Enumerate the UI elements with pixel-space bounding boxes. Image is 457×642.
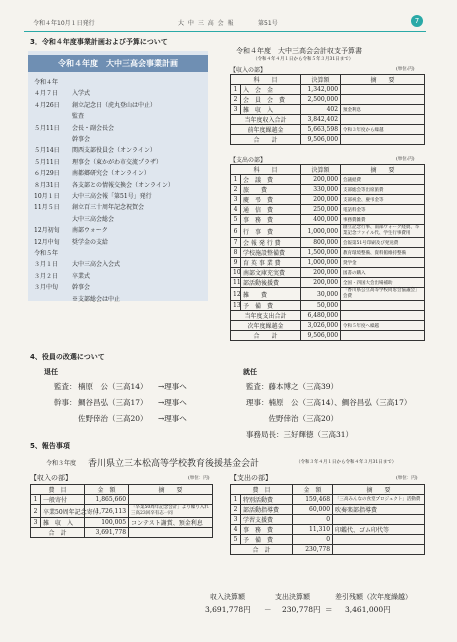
row-note: 令和３年度から繰越 (341, 125, 425, 135)
row-label: 雑 費 (241, 288, 301, 301)
row-amount: 1,865,660 (85, 495, 129, 505)
row-amount: 1,726,113 (85, 505, 129, 518)
row-label: 部活動指導費 (241, 505, 293, 515)
row-amount: 1,000,000 (301, 225, 341, 238)
retired-name: 楠原 公（三高14） (78, 382, 148, 391)
row-note: 会議経費 (341, 175, 425, 185)
column-header: 金 額 (293, 485, 333, 495)
budget-income-label: 【収入の部】 (230, 67, 267, 74)
new-officer: 佐野倖治（三高20） (246, 414, 339, 423)
row-number: 2 (231, 95, 241, 105)
section4-title: 4、役員の改選について (30, 353, 105, 361)
budget-title: 令和４年度 大中三高会会計収支予算書 (236, 47, 362, 55)
table-row (231, 95, 425, 105)
row-note (341, 301, 425, 311)
row-amount: 2,500,000 (301, 95, 341, 105)
row-label: 学校施設整備費 (241, 248, 301, 258)
retired-name: 佐野倖治（三高20） (78, 414, 148, 423)
row-amount: 402 (301, 105, 341, 115)
row-label: 雑 収 入 (241, 105, 301, 115)
row-amount: 0 (293, 535, 333, 545)
plan-row (34, 88, 90, 97)
plan-event: 卒業式 (72, 272, 91, 280)
issue-number: 第51号 (258, 20, 278, 27)
table-row (31, 528, 213, 538)
table-row (231, 248, 425, 258)
plan-row (34, 145, 156, 154)
row-note: 支部祝金、慶弔金等 (341, 195, 425, 205)
plan-date: ３月１日 (34, 261, 59, 269)
plan-event: 会長・副会長会 (72, 124, 115, 132)
row-note: コンテスト謝賞、預金利息 (129, 518, 213, 528)
plan-event: 入学式 (72, 90, 91, 98)
plan-row (34, 225, 108, 234)
row-label: 前年度繰越金 (231, 125, 301, 135)
plan-event: 大中三高会入会式 (72, 261, 121, 269)
row-label: 育 英 事 業 費 (241, 258, 301, 268)
report-income-table (30, 484, 213, 538)
column-header: 摘 要 (129, 485, 213, 495)
table-row (231, 175, 425, 185)
row-note: 全国・四国大会出場補助 (341, 278, 425, 288)
retired-destination: →理事へ (158, 382, 187, 391)
plan-row (34, 77, 72, 86)
report-expense-unit: (単位：円) (396, 476, 418, 481)
row-number: 6 (231, 225, 241, 238)
row-amount: 3,026,000 (301, 321, 341, 331)
row-amount: 100,005 (85, 518, 129, 528)
plan-row (34, 123, 114, 132)
plan-date: ８月31日 (34, 181, 60, 189)
table-row (231, 215, 425, 225)
section3-title: 3．令和４年度事業計画および予算について (30, 38, 168, 46)
retired-heading: 退任 (44, 368, 58, 376)
row-note: 創立記念行事、南部ウォーク経費、卒業記念ファイル代、学生行事費用 (341, 225, 425, 238)
table-row (231, 321, 425, 331)
plan-row (34, 100, 156, 109)
plan-event: 奨学金の支給 (72, 238, 109, 246)
row-note: 教育環境整備、資料館維持整備 (341, 248, 425, 258)
row-number: 12 (231, 288, 241, 301)
row-label: 行 事 費 (241, 225, 301, 238)
row-note (129, 495, 213, 505)
row-amount: 1,342,000 (301, 85, 341, 95)
row-note: 奨学金 (341, 258, 425, 268)
report-income-unit: (単位：円) (188, 476, 210, 481)
row-number: 7 (231, 238, 241, 248)
row-note (341, 135, 425, 145)
row-note (341, 95, 425, 105)
row-label: 南部文庫充実費 (241, 268, 301, 278)
plan-row (34, 202, 144, 211)
row-amount: 200,000 (301, 195, 341, 205)
plan-date: ３月中旬 (34, 284, 59, 292)
column-header: 科 目 (231, 75, 301, 85)
report-expense-label: 【支出の部】 (230, 474, 272, 482)
plan-event: 大中三高会報「第51号」発行 (72, 193, 152, 200)
row-number: 10 (231, 268, 241, 278)
retired-name: 鯛谷昌弘（三高17） (78, 398, 148, 407)
table-row (231, 311, 425, 321)
row-label: 特別活動費 (241, 495, 293, 505)
row-note (341, 311, 425, 321)
report-year: 令和３年度 (46, 460, 77, 467)
plan-event: ※支部総会は中止 (72, 295, 121, 303)
row-label: 部活動後援費 (241, 278, 301, 288)
page-number-badge: 7 (411, 15, 423, 27)
table-row (231, 505, 425, 515)
row-note: 印鑑代、ゴム印代等 (333, 525, 425, 535)
row-amount: 5,663,598 (301, 125, 341, 135)
row-label: 会 議 費 (241, 175, 301, 185)
summary-expense: 230,778円 (282, 605, 321, 614)
table-row (231, 258, 425, 268)
table-row (231, 135, 425, 145)
row-amount: 1,500,000 (301, 248, 341, 258)
row-label: 合 計 (31, 528, 85, 538)
retired-destination: →理事へ (158, 414, 187, 423)
table-row (231, 105, 425, 115)
row-note: 預金利息 (341, 105, 425, 115)
row-amount: 400,000 (301, 215, 341, 225)
row-note (129, 528, 213, 538)
row-label: 当年度支出合計 (231, 311, 301, 321)
new-officer: 監査：藤本博之（三高39） (246, 382, 339, 391)
row-number: 2 (231, 185, 241, 195)
table-row (231, 288, 425, 301)
row-note: 「卒業50周年記念会計」より繰り入れ 三高23回卒有志一同 (129, 505, 213, 518)
retired-role: 監査： (54, 382, 77, 391)
summary-label-expense: 支出決算額 (275, 593, 310, 601)
plan-event: 幹事会 (72, 284, 91, 292)
plan-event: 創立記念日（虎丸登山は中止） (72, 101, 157, 109)
plan-row (34, 237, 108, 246)
table-row (231, 331, 425, 341)
row-label: 一般寄付 (41, 495, 85, 505)
table-row (231, 115, 425, 125)
row-amount: 9,506,000 (301, 135, 341, 145)
plan-date: ６月29日 (34, 170, 60, 178)
row-label: 事 務 費 (241, 525, 293, 535)
summary-minus: － (264, 605, 272, 614)
row-amount: 11,310 (293, 525, 333, 535)
row-note (341, 115, 425, 125)
new-officer: 事務局長：三好輝徳（三高31） (246, 430, 354, 439)
row-note (333, 535, 425, 545)
column-header: 摘 要 (333, 485, 425, 495)
row-label: 予 備 費 (241, 301, 301, 311)
column-header: 費 目 (231, 485, 293, 495)
summary-income: 3,691,778円 (205, 605, 251, 614)
row-number: 8 (231, 248, 241, 258)
row-number: 1 (231, 495, 241, 505)
column-header: 金 額 (85, 485, 129, 495)
table-row (231, 545, 425, 555)
table-row (231, 195, 425, 205)
plan-event: 南都郷研究会（オンライン） (72, 170, 150, 178)
row-label: 当年度収入合計 (231, 115, 301, 125)
row-label: 慶 弔 費 (241, 195, 301, 205)
plan-row (34, 282, 90, 291)
row-amount: 0 (293, 515, 333, 525)
row-amount: 200,000 (301, 278, 341, 288)
row-number: 2 (231, 505, 241, 515)
row-label: 会 報 発 行 費 (241, 238, 301, 248)
report-org: 香川県立三本松高等学校教育後援基金会計 (88, 459, 260, 469)
table-row (231, 185, 425, 195)
column-header: 決算額 (301, 75, 341, 85)
row-number: 3 (31, 518, 41, 528)
row-note: 支部総会等出席旅費 (341, 185, 425, 195)
column-header: 科 目 (231, 165, 301, 175)
plan-event: 理事会（東かがわ市交流プラザ） (72, 158, 163, 166)
row-number: 4 (231, 525, 241, 535)
row-number: 3 (231, 195, 241, 205)
row-amount: 6,480,000 (301, 311, 341, 321)
plan-date: ３月２日 (34, 272, 59, 280)
table-row (231, 278, 425, 288)
row-label: 通 信 費 (241, 205, 301, 215)
plan-date: ４月７日 (34, 90, 59, 98)
row-label: 雑 収 入 (41, 518, 85, 528)
plan-event: 創立百三十周年記念祝賀会 (72, 204, 145, 212)
row-amount: 230,778 (293, 545, 333, 555)
table-row (231, 525, 425, 535)
row-note (333, 545, 425, 555)
plan-date: ５月11日 (34, 124, 60, 132)
plan-date: ５月14日 (34, 147, 60, 155)
plan-event: 関西支部役員会（オンライン） (72, 147, 156, 155)
plan-event: 各支部との情報交換会（オンライン） (72, 181, 174, 189)
header-divider (24, 31, 426, 32)
plan-row (34, 157, 162, 166)
row-amount: 250,000 (301, 205, 341, 215)
row-label: 卒業50周年記念寄付 (41, 505, 85, 518)
plan-date: 10月１日 (34, 193, 60, 200)
retired-destination: →理事へ (158, 398, 187, 407)
row-number: 5 (231, 215, 241, 225)
row-note: 事務費雑費 (341, 215, 425, 225)
plan-event: 南部ウォーク (72, 227, 108, 235)
table-row (231, 268, 425, 278)
row-label: 合 計 (231, 135, 301, 145)
table-row (231, 495, 425, 505)
event-plan-title: 令和４年度 大中三高会事業計画 (28, 55, 208, 72)
plan-row (34, 248, 72, 257)
plan-row (34, 111, 84, 120)
row-note: 電話料金等 (341, 205, 425, 215)
table-row (31, 518, 213, 528)
plan-event: 監査 (72, 113, 85, 121)
plan-date: ４月26日 (34, 101, 60, 109)
plan-row (34, 191, 152, 200)
row-amount: 330,000 (301, 185, 341, 195)
row-note: 会報第51号印刷及び発送費 (341, 238, 425, 248)
summary-balance: 3,461,000円 (345, 605, 391, 614)
row-number: 4 (231, 205, 241, 215)
row-number: 3 (231, 105, 241, 115)
row-label: 会 員 会 費 (241, 95, 301, 105)
budget-expense-table (230, 164, 425, 341)
budget-expense-unit: (単位:円) (396, 157, 415, 162)
budget-income-unit: (単位:円) (396, 67, 415, 72)
budget-income-table (230, 74, 425, 145)
row-number: 1 (31, 495, 41, 505)
table-row (31, 495, 213, 505)
table-row (31, 505, 213, 518)
row-label: 事 務 費 (241, 215, 301, 225)
row-amount: 800,000 (301, 238, 341, 248)
row-note: 「三高みんなの食堂プロジェクト」活動費 (333, 495, 425, 505)
row-number: 11 (231, 278, 241, 288)
plan-event: 幹事会 (72, 136, 91, 143)
section5-title: 5、報告事項 (30, 442, 70, 450)
row-number: 13 (231, 301, 241, 311)
plan-date: 令和５年 (34, 250, 59, 257)
report-income-label: 【収入の部】 (30, 474, 72, 482)
plan-row (34, 271, 90, 280)
table-row (231, 85, 425, 95)
row-amount: 3,842,402 (301, 115, 341, 125)
plan-row (34, 180, 174, 189)
plan-date: 11月５日 (34, 204, 60, 212)
plan-date: ５月11日 (34, 158, 60, 166)
event-plan-box (28, 51, 208, 301)
plan-row (34, 294, 120, 303)
column-header: 摘 要 (341, 75, 425, 85)
plan-row (34, 259, 120, 268)
table-row (231, 515, 425, 525)
row-note (333, 515, 425, 525)
report-period: （令和３年４月１日から令和４年３月31日まで） (296, 460, 397, 465)
row-amount: 200,000 (301, 268, 341, 278)
row-amount: 200,000 (301, 175, 341, 185)
table-row (231, 535, 425, 545)
new-officer: 理事：楠原 公（三高14）、鯛谷昌弘（三高17） (246, 398, 412, 407)
row-note: 「香川県公立高等学校同窓会協議会」会費 (341, 288, 425, 301)
row-amount: 60,000 (293, 505, 333, 515)
newsletter-name: 大 中 三 高 会 報 (178, 20, 235, 27)
row-label: 合 計 (231, 545, 293, 555)
row-label: 旅 費 (241, 185, 301, 195)
row-label: 次年度繰越金 (231, 321, 301, 331)
row-number: 3 (231, 515, 241, 525)
table-row (231, 225, 425, 238)
plan-event: 大中三高会総会 (72, 215, 115, 223)
budget-period: （令和４年４月１日から令和５年３月31日まで） (253, 57, 354, 62)
summary-label-income: 収入決算額 (210, 593, 245, 601)
row-number: 5 (231, 535, 241, 545)
row-note (341, 85, 425, 95)
row-label: 予 備 費 (241, 535, 293, 545)
row-note: 吹奏楽部指導費 (333, 505, 425, 515)
row-amount: 9,506,000 (301, 331, 341, 341)
plan-date: 令和４年 (34, 79, 59, 86)
plan-date: 12月初旬 (34, 227, 60, 235)
table-row (231, 238, 425, 248)
plan-row (34, 134, 90, 143)
row-amount: 1,000,000 (301, 258, 341, 268)
table-row (231, 205, 425, 215)
column-header: 決算額 (301, 165, 341, 175)
new-heading: 就任 (243, 368, 257, 376)
report-expense-table (230, 484, 425, 555)
row-label: 入 会 金 (241, 85, 301, 95)
row-amount: 30,000 (301, 288, 341, 301)
row-number: 1 (231, 85, 241, 95)
summary-equals: ＝ (325, 605, 333, 614)
plan-date: 12月中旬 (34, 238, 60, 246)
row-label: 合 計 (231, 331, 301, 341)
row-number: 2 (31, 505, 41, 518)
row-number: 9 (231, 258, 241, 268)
column-header: 摘 要 (341, 165, 425, 175)
row-amount: 50,000 (301, 301, 341, 311)
row-number: 1 (231, 175, 241, 185)
row-amount: 159,468 (293, 495, 333, 505)
plan-row (34, 168, 150, 177)
retired-role: 幹事： (54, 398, 77, 407)
issue-date: 令和４年10月１日発行 (33, 20, 95, 27)
table-row (231, 125, 425, 135)
row-note (341, 331, 425, 341)
column-header: 費 目 (31, 485, 85, 495)
row-label: 学習支援費 (241, 515, 293, 525)
budget-expense-label: 【支出の部】 (230, 157, 267, 164)
row-note: 図書の購入 (341, 268, 425, 278)
summary-label-balance: 差引残額（次年度繰越） (335, 593, 412, 601)
plan-row (34, 214, 114, 223)
table-row (231, 301, 425, 311)
row-amount: 3,691,778 (85, 528, 129, 538)
row-note: 令和５年度へ繰越 (341, 321, 425, 331)
